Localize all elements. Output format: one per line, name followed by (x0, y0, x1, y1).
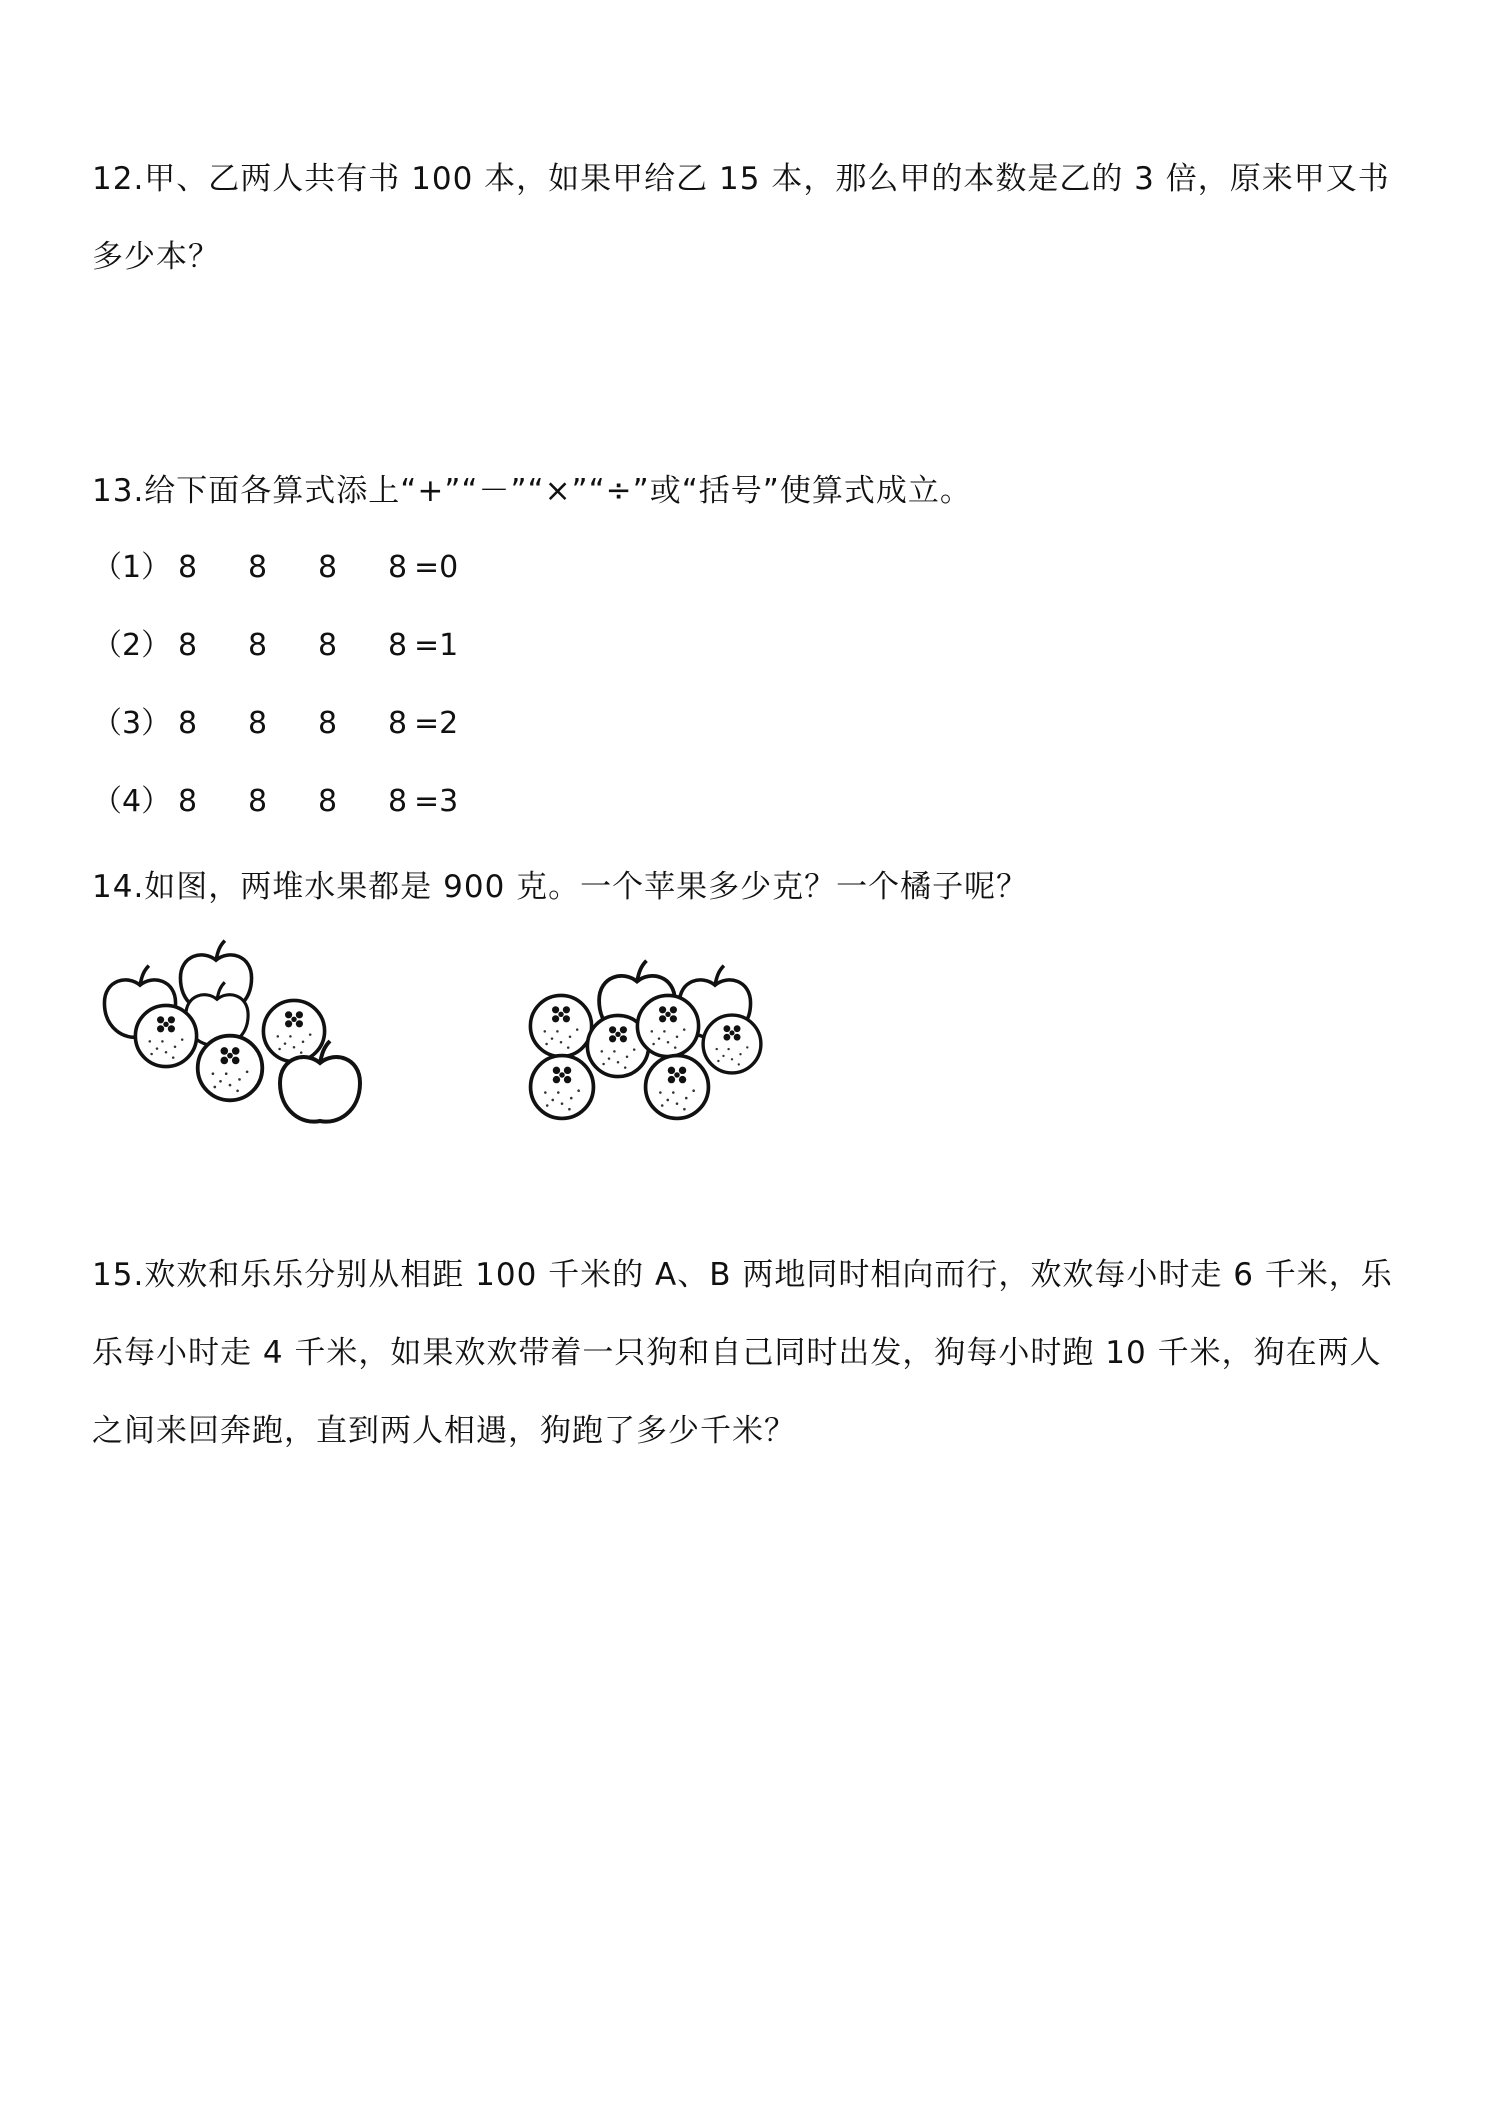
equation-number: 8 (178, 628, 198, 663)
equation-number: 8 (318, 706, 338, 741)
equation-number: 8 (318, 628, 338, 663)
equation-result: =2 (414, 706, 459, 741)
equation-result: =1 (414, 628, 459, 663)
equation-result: =3 (414, 784, 459, 819)
equation-label: （1） (92, 550, 172, 585)
equation-number: 8 (178, 784, 198, 819)
equation-number: 8 (178, 706, 198, 741)
equation-label: （4） (92, 784, 172, 819)
equation-number: 8 (318, 550, 338, 585)
equation-number: 8 (178, 550, 198, 585)
equation-number: 8 (318, 784, 338, 819)
equation-number: 8 (388, 550, 408, 585)
equation-number: 8 (388, 706, 408, 741)
fruit-pile-2-image (520, 935, 790, 1135)
equation-label: （3） (92, 706, 172, 741)
equation-result: =0 (414, 550, 459, 585)
equation-number: 8 (248, 628, 268, 663)
equation-number: 8 (388, 784, 408, 819)
equation-number: 8 (248, 706, 268, 741)
equation-label: （2） (92, 628, 172, 663)
question-14: 14.如图，两堆水果都是 900 克。一个苹果多少克？一个橘子呢？ (92, 869, 1029, 905)
question-12: 12.甲、乙两人共有书 100 本，如果甲给乙 15 本，那么甲的本数是乙的 3 倍，原来甲又书多少本？ (92, 161, 1390, 275)
equation-number: 8 (248, 784, 268, 819)
equation-number: 8 (388, 628, 408, 663)
equation-number: 8 (248, 550, 268, 585)
question-15: 15.欢欢和乐乐分别从相距 100 千米的 A、B 两地同时相向而行，欢欢每小时走 6 千米，乐乐每小时走 4 千米，如果欢欢带着一只狗和自己同时出发，狗每小时跑 10 千米，狗在两人之间来回奔跑，直到两人相遇，狗跑了多少千米？ (92, 1257, 1393, 1449)
fruit-pile-1-image (100, 935, 380, 1135)
question-13: 13.给下面各算式添上“+”“－”“×”“÷”或“括号”使算式成立。 (92, 473, 972, 509)
